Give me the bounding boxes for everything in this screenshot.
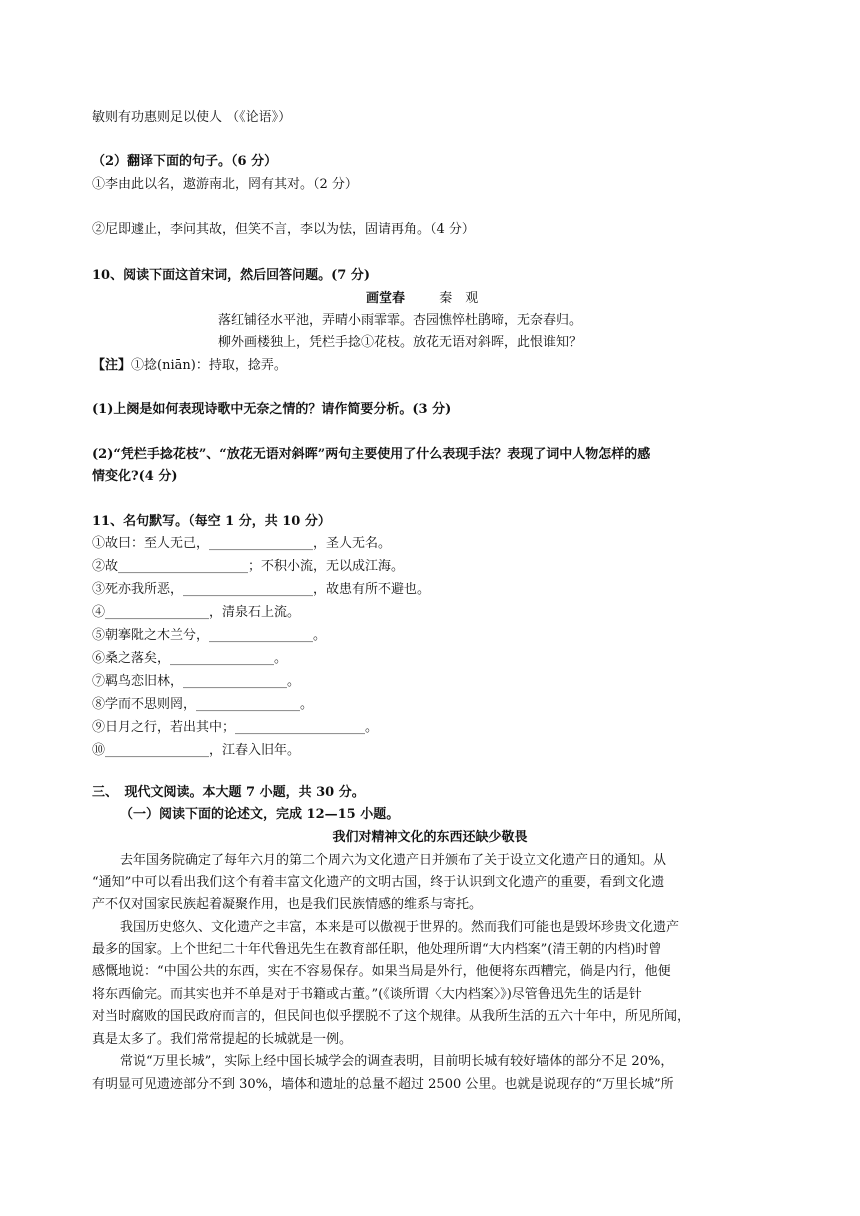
article-line-11: 有明显可见遗迹部分不到 30%，墙体和遗址的总量不超过 2500 公里。也就是说现存的“万里长城”所: [92, 1077, 674, 1092]
article-line-8: 对当时腐败的国民政府而言的，但民间也似乎摆脱不了这个规律。从我所生活的五六十年中，所见所闻，: [92, 1009, 691, 1024]
q10-sub-question-1: (1)上阕是如何表现诗歌中无奈之情的？请作简要分析。(3 分): [92, 402, 452, 417]
poem-line-1: 落红铺径水平池，弄晴小雨霏霏。杏园憔悴杜鹃啼，无奈春归。: [218, 313, 583, 328]
poem-note-text: ①捻(niān)：持取，捻弄。: [131, 358, 287, 373]
article-line-3: 产不仅对国家民族起着凝聚作用，也是我们民族情感的维系与寄托。: [92, 897, 483, 912]
dictation-item-4: ④________________，清泉石上流。: [92, 605, 301, 620]
q10-header: 10、阅读下面这首宋词，然后回答问题。(7 分): [92, 268, 370, 283]
q9-tail-line: 敏则有功惠则足以使人 （《论语》）: [92, 110, 292, 125]
q11-header: 11、名句默写。（每空 1 分，共 10 分）: [92, 514, 331, 529]
poem-heading: [366, 289, 478, 309]
article-line-2: “通知”中可以看出我们这个有着丰富文化遗产的文明古国，终于认识到文化遗产的重要，看到文化遗: [92, 875, 665, 890]
poem-note-label: 【注】: [92, 358, 132, 373]
section-3-sub-header: （一）阅读下面的论述文，完成 12—15 小题。: [120, 807, 400, 822]
dictation-item-6: ⑥桑之落矣，________________。: [92, 651, 288, 666]
q10-sub-question-2-line-1: (2)“凭栏手捻花枝”、“放花无语对斜晖”两句主要使用了什么表现手法？表现了词中人物怎样的感: [92, 447, 651, 462]
section-3-header: 三、 现代文阅读。本大题 7 小题，共 30 分。: [92, 785, 365, 800]
dictation-item-8: ⑧学而不思则罔，________________。: [92, 697, 314, 712]
dictation-item-1: ①故曰：至人无己，________________，圣人无名。: [92, 536, 392, 551]
dictation-item-2: ②故____________________；不积小流，无以成江海。: [92, 559, 405, 574]
article-line-6: 感慨地说：“中国公共的东西，实在不容易保存。如果当局是外行，他便将东西糟完，倘是内行，他便: [92, 964, 671, 979]
article-title: 我们对精神文化的东西还缺少敬畏: [332, 830, 528, 845]
article-line-10: 常说“万里长城”，实际上经中国长城学会的调查表明，目前明长城有较好墙体的部分不足 20%，: [120, 1054, 674, 1069]
dictation-item-3: ③死亦我所恶，____________________，故患有所不避也。: [92, 582, 431, 597]
q9-2-sentence-2: ②尼即遽止，李问其故，但笑不言，李以为怯，固请再角。（4 分）: [92, 222, 475, 237]
q10-sub-question-2-line-2: 情变化?(4 分): [92, 469, 178, 484]
article-line-5: 最多的国家。上个世纪二十年代鲁迅先生在教育部任职，他处理所谓“大内档案”(清王朝的内档)时曾: [92, 942, 662, 957]
article-line-4: 我国历史悠久、文化遗产之丰富，本来是可以傲视于世界的。然而我们可能也是毁坏珍贵文化遗产: [120, 920, 680, 935]
poem-title: 画堂春: [366, 291, 406, 306]
poem-line-2: 柳外画楼独上，凭栏手捻①花枝。放花无语对斜晖，此恨谁知？: [218, 335, 583, 350]
poem-author: 秦 观: [439, 291, 479, 306]
poem-note: [92, 356, 287, 376]
article-line-1: 去年国务院确定了每年六月的第二个周六为文化遗产日并颁布了关于设立文化遗产日的通知。从: [120, 853, 667, 868]
article-line-7: 将东西偷完。而其实也并不单是对于书籍或古董。”(《谈所谓〈大内档案〉》)尽管鲁迅先生的话是针: [92, 987, 642, 1002]
dictation-item-10: ⑩________________，江春入旧年。: [92, 743, 301, 758]
q9-2-header: （2）翻译下面的句子。（6 分）: [92, 154, 278, 169]
dictation-item-9: ⑨日月之行，若出其中；____________________。: [92, 720, 379, 735]
article-line-9: 真是太多了。我们常常提起的长城就是一例。: [92, 1032, 353, 1047]
dictation-item-5: ⑤朝搴阰之木兰兮，________________。: [92, 628, 327, 643]
q9-2-sentence-1: ①李由此以名，遨游南北，罔有其对。（2 分）: [92, 177, 358, 192]
dictation-item-7: ⑦羁鸟恋旧林，________________。: [92, 674, 301, 689]
